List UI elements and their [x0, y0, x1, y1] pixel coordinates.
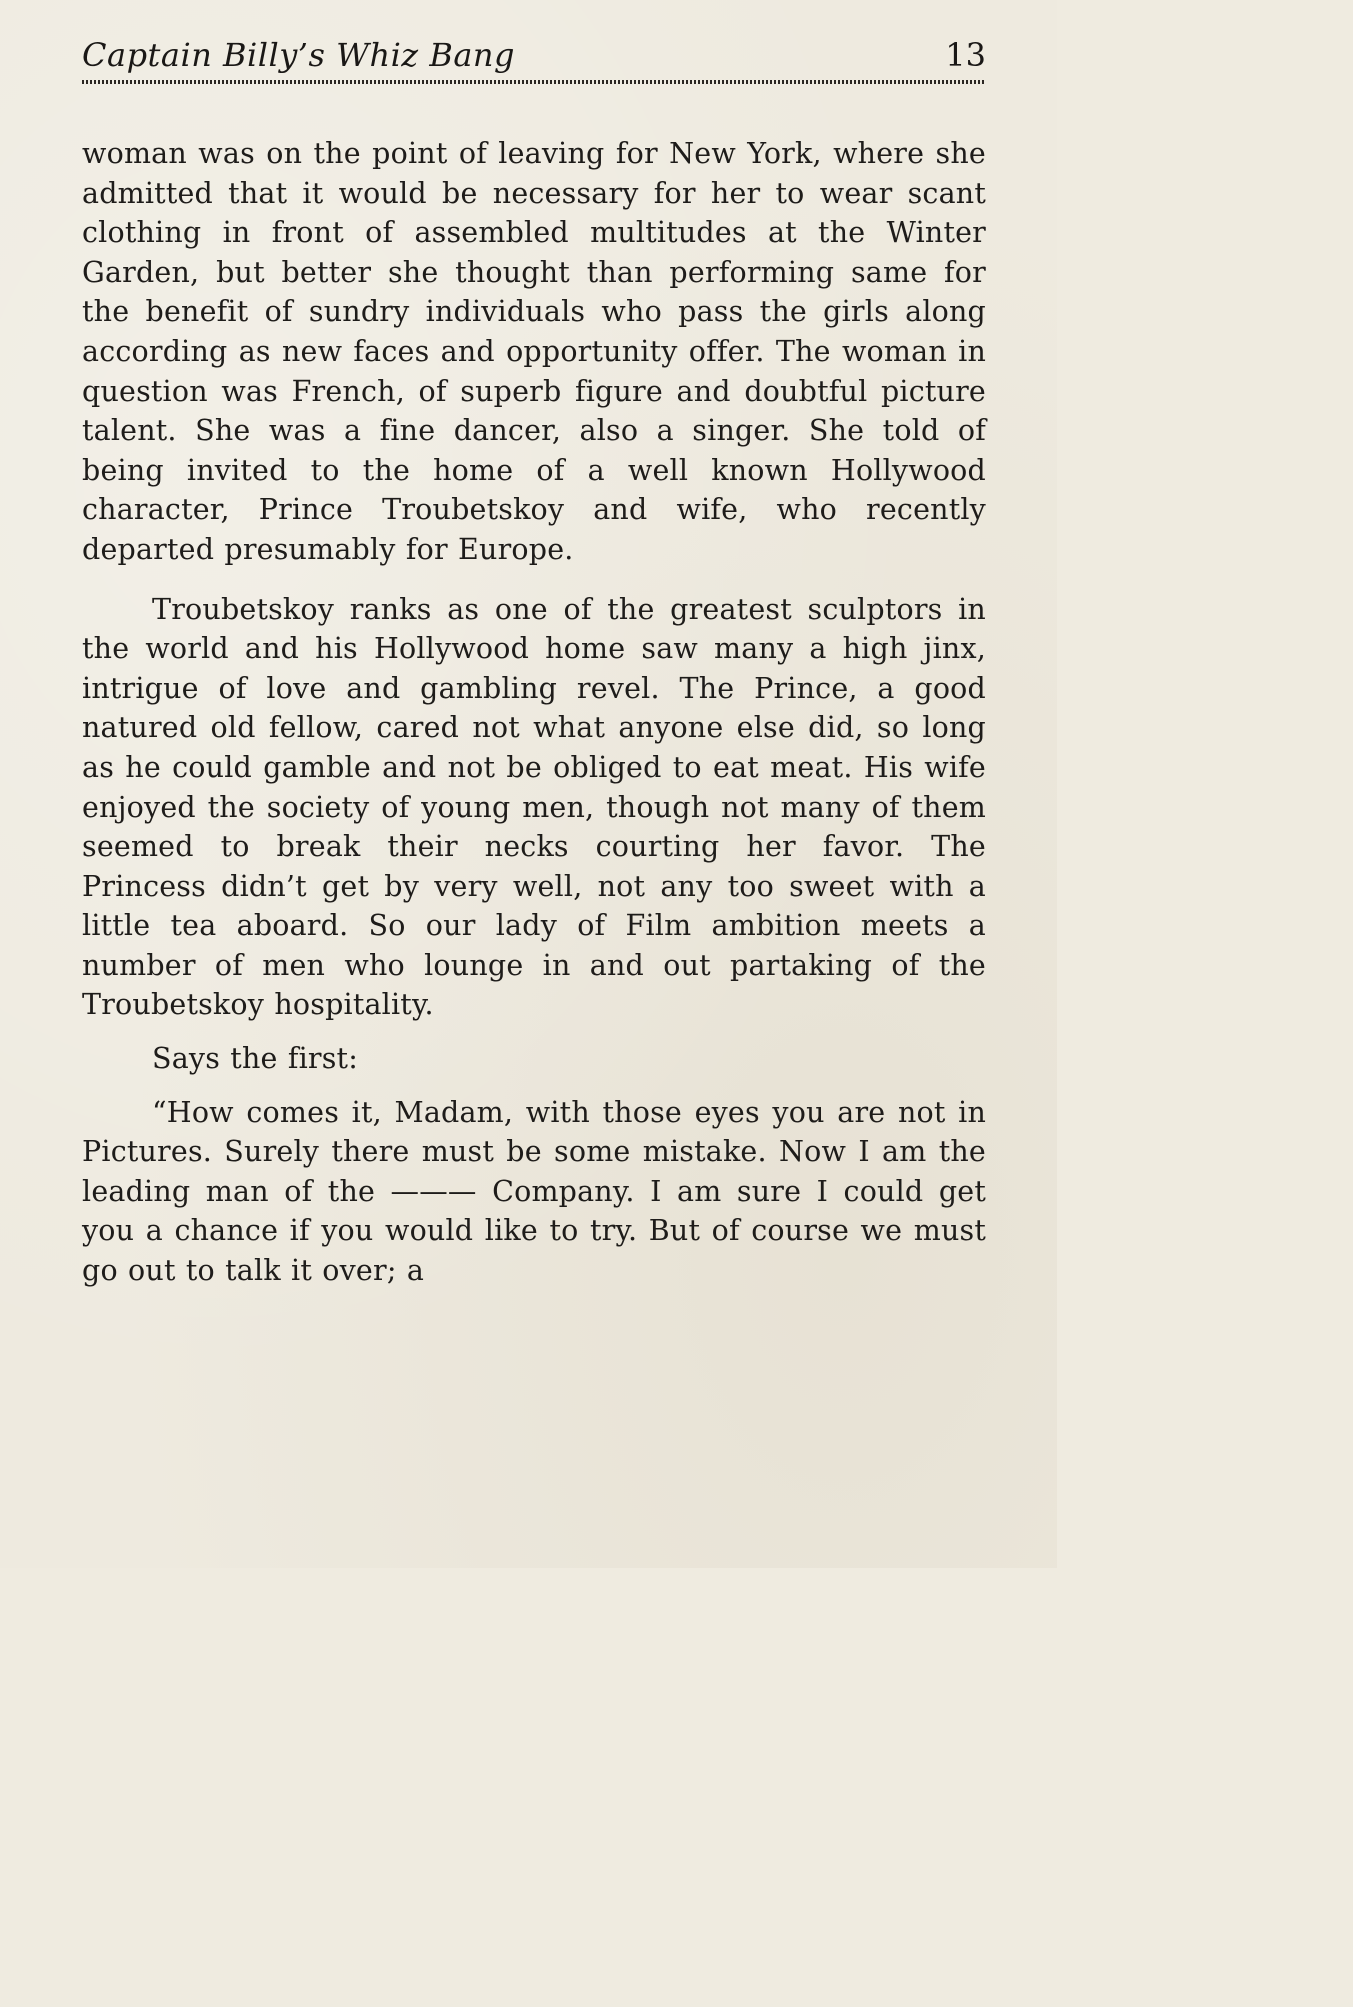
paragraph-says-the-first: Says the first:: [152, 1042, 359, 1076]
header-dotted-rule: [82, 80, 986, 84]
article-body: [82, 134, 986, 1291]
page-number: 13: [945, 36, 986, 74]
page-header: [82, 32, 986, 80]
paragraph-continuation: woman was on the point of leaving for New York, where she admitted that it would be necessary for her to wear scant clothing in front of assembled multitudes at the Winter Garden, but better she thought than performing same for the benefit of sundry individuals who pass the girls along according as new faces and opportunity offer. The woman in question was French, of superb figure and doubtful picture talent. She was a fine dancer, also a singer. She told of being invited to the home of a well known Hollywood character, Prince Troubetskoy and wife, who recently departed presumably for Europe.: [82, 137, 986, 566]
paragraph-troubetskoy: Troubetskoy ranks as one of the greatest sculptors in the world and his Hollywood home saw many a high jinx, intrigue of love and gambling revel. The Prince, a good natured old fellow, cared not what anyone else did, so long as he could gamble and not be obliged to eat meat. His wife enjoyed the society of young men, though not many of them seemed to break their necks courting her favor. The Princess didn’t get by very well, not any too sweet with a little tea aboard. So our lady of Film ambition meets a number of men who lounge in and out partaking of the Troubetskoy hospitality.: [82, 592, 986, 1022]
running-title: Captain Billy’s Whiz Bang: [82, 36, 516, 74]
paragraph-quote: “How comes it, Madam, with those eyes you are not in Pictures. Surely there must be some mistake. Now I am the leading man of the ——— Company. I am sure I could get you a chance if you would like to try. But of course we must go out to talk it over; a: [82, 1095, 986, 1288]
